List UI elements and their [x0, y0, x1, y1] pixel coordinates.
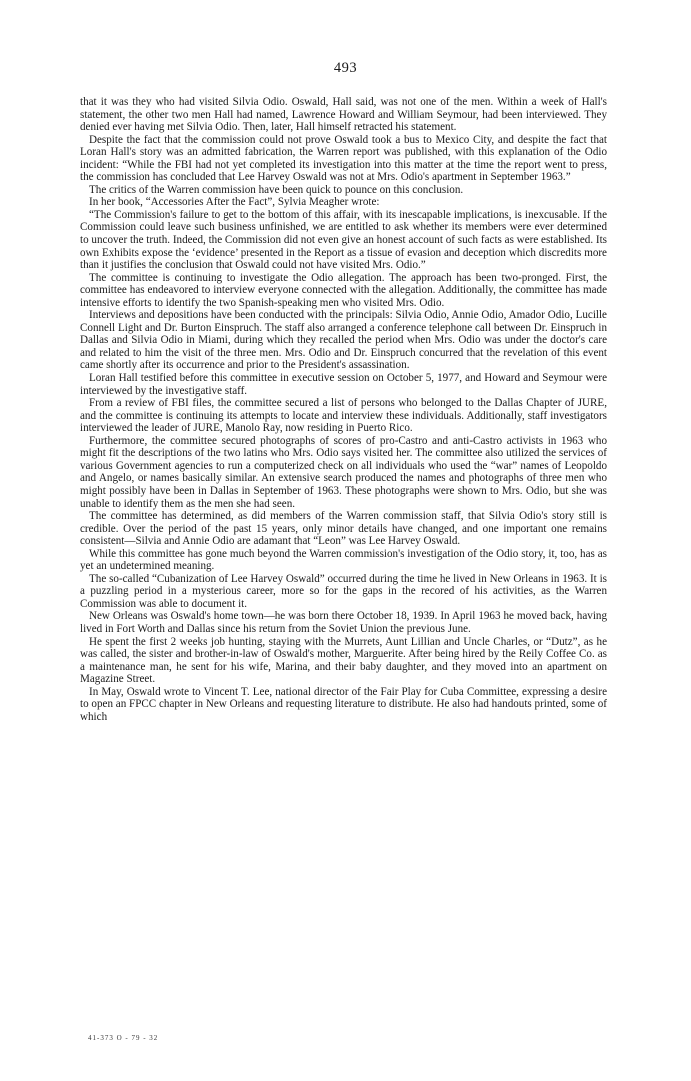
paragraph-14: New Orleans was Oswald's home town—he was born there October 18, 1939. In April 1963 he moved back, having lived in Fort Worth and Dallas since his return from the Soviet Union the previous June.	[80, 610, 607, 635]
print-code-footer: 41-373 O - 79 - 32	[88, 1034, 159, 1042]
page-number: 493	[333, 60, 358, 76]
paragraph-16: In May, Oswald wrote to Vincent T. Lee, national director of the Fair Play for Cuba Committee, expressing a desire to open an FPCC chapter in New Orleans and requesting literature to distribute. He also had handouts printed, some of which	[80, 685, 607, 723]
paragraph-15: He spent the first 2 weeks job hunting, staying with the Murrets, Aunt Lillian and Uncle Charles, or “Dutz”, as he was called, the sister and brother-in-law of Oswald's mother, Marguerite. After being hired by the Reily Coffee Co. as a maintenance man, he sent for his wife, Marina, and their baby daughter, and they moved into an apartment on Magazine Street.	[80, 635, 607, 686]
paragraph-9: From a review of FBI files, the committee secured a list of persons who belonged to the Dallas Chapter of JURE, and the committee is continuing its attempts to locate and interview these individuals. Additionally, staff investigators interviewed the leader of JURE, Manolo Ray, now residing in Puerto Rico.	[80, 397, 607, 435]
meagher-quote: “The Commission's failure to get to the bottom of this affair, with its inescapable implications, is inexcusable. If the Commission could leave such business unfinished, we are entitled to ask whether its members were ever determined to uncover the truth. Indeed, the Commission did not even give an honest account of such facts as were established. Its own Exhibits expose the ‘evidence’ presented in the Report as a tissue of evasion and deception which discredits more than it justifies the conclusion that Oswald could not have visited Mrs. Odio.”	[80, 208, 607, 272]
paragraph-12: While this committee has gone much beyond the Warren commission's investigation of the Odio story, it, too, has as yet an undetermined meaning.	[80, 547, 607, 573]
paragraph-6: The committee is continuing to investigate the Odio allegation. The approach has been two-pronged. First, the committee has endeavored to interview everyone connected with the allegation. Additionally, the committee has made intensive efforts to identify the two Spanish-speaking men who visited Mrs. Odio.	[80, 271, 607, 309]
paragraph-13: The so-called “Cubanization of Lee Harvey Oswald” occurred during the time he lived in New Orleans in 1963. It is a puzzling period in a mysterious career, more so for the gaps in the recored of his activities, as the Warren Commission was able to document it.	[80, 572, 607, 610]
paragraph-3: The critics of the Warren commission have been quick to pounce on this conclusion.	[89, 183, 464, 196]
paragraph-2: Despite the fact that the commission could not prove Oswald took a bus to Mexico City, and despite the fact that Loran Hall's story was an admitted fabrication, the Warren report was published, with this explanation of the Odio incident: “While the FBI had not yet completed its investigation into this matter at the time the report went to press, the commission has concluded that Lee Harvey Oswald was not at Mrs. Odio's apartment in September 1963.”	[80, 133, 607, 184]
paragraph-4: In her book, “Accessories After the Fact”, Sylvia Meagher wrote:	[89, 196, 380, 209]
paragraph-11: The committee has determined, as did members of the Warren commission staff, that Silvia Odio's story still is credible. Over the period of the past 15 years, only minor details have changed, and one important one remains consistent—Silvia and Annie Odio are adamant that “Leon” was Lee Harvey Oswald.	[80, 510, 607, 548]
body-text	[80, 96, 607, 723]
paragraph-7: Interviews and depositions have been conducted with the principals: Silvia Odio, Annie Odio, Amador Odio, Lucille Connell Light and Dr. Burton Einspruch. The staff also arranged a conference telephone call between Dr. Einspruch in Dallas and Silvia Odio in Miami, during which they recalled the period when Mrs. Odio was under the doctor's care and related to him the visit of the three men. Mrs. Odio and Dr. Einspruch concurred that the revelation of this event came shortly after its occurrence and prior to the President's assassination.	[80, 309, 607, 372]
paragraph-1: that it was they who had visited Silvia Odio. Oswald, Hall said, was not one of the men. Within a week of Hall's statement, the other two men Hall had named, Lawrence Howard and William Seymour, had been interviewed. They denied ever having met Silvia Odio. Then, later, Hall himself retracted his statement.	[80, 96, 607, 134]
paragraph-10: Furthermore, the committee secured photographs of scores of pro-Castro and anti-Castro activists in 1963 who might fit the descriptions of the two latins who Mrs. Odio says visited her. The committee also utilized the services of various Government agencies to run a computerized check on all individuals who used the “war” names of Leopoldo and Angelo, or names basically similar. An extensive search produced the names and photographs of three men who might possibly have been in Dallas in September of 1963. These photographs were shown to Mrs. Odio, but she was unable to identify them as the men she had seen.	[80, 434, 607, 510]
paragraph-8: Loran Hall testified before this committee in executive session on October 5, 1977, and Howard and Seymour were interviewed by the investigative staff.	[80, 372, 607, 397]
